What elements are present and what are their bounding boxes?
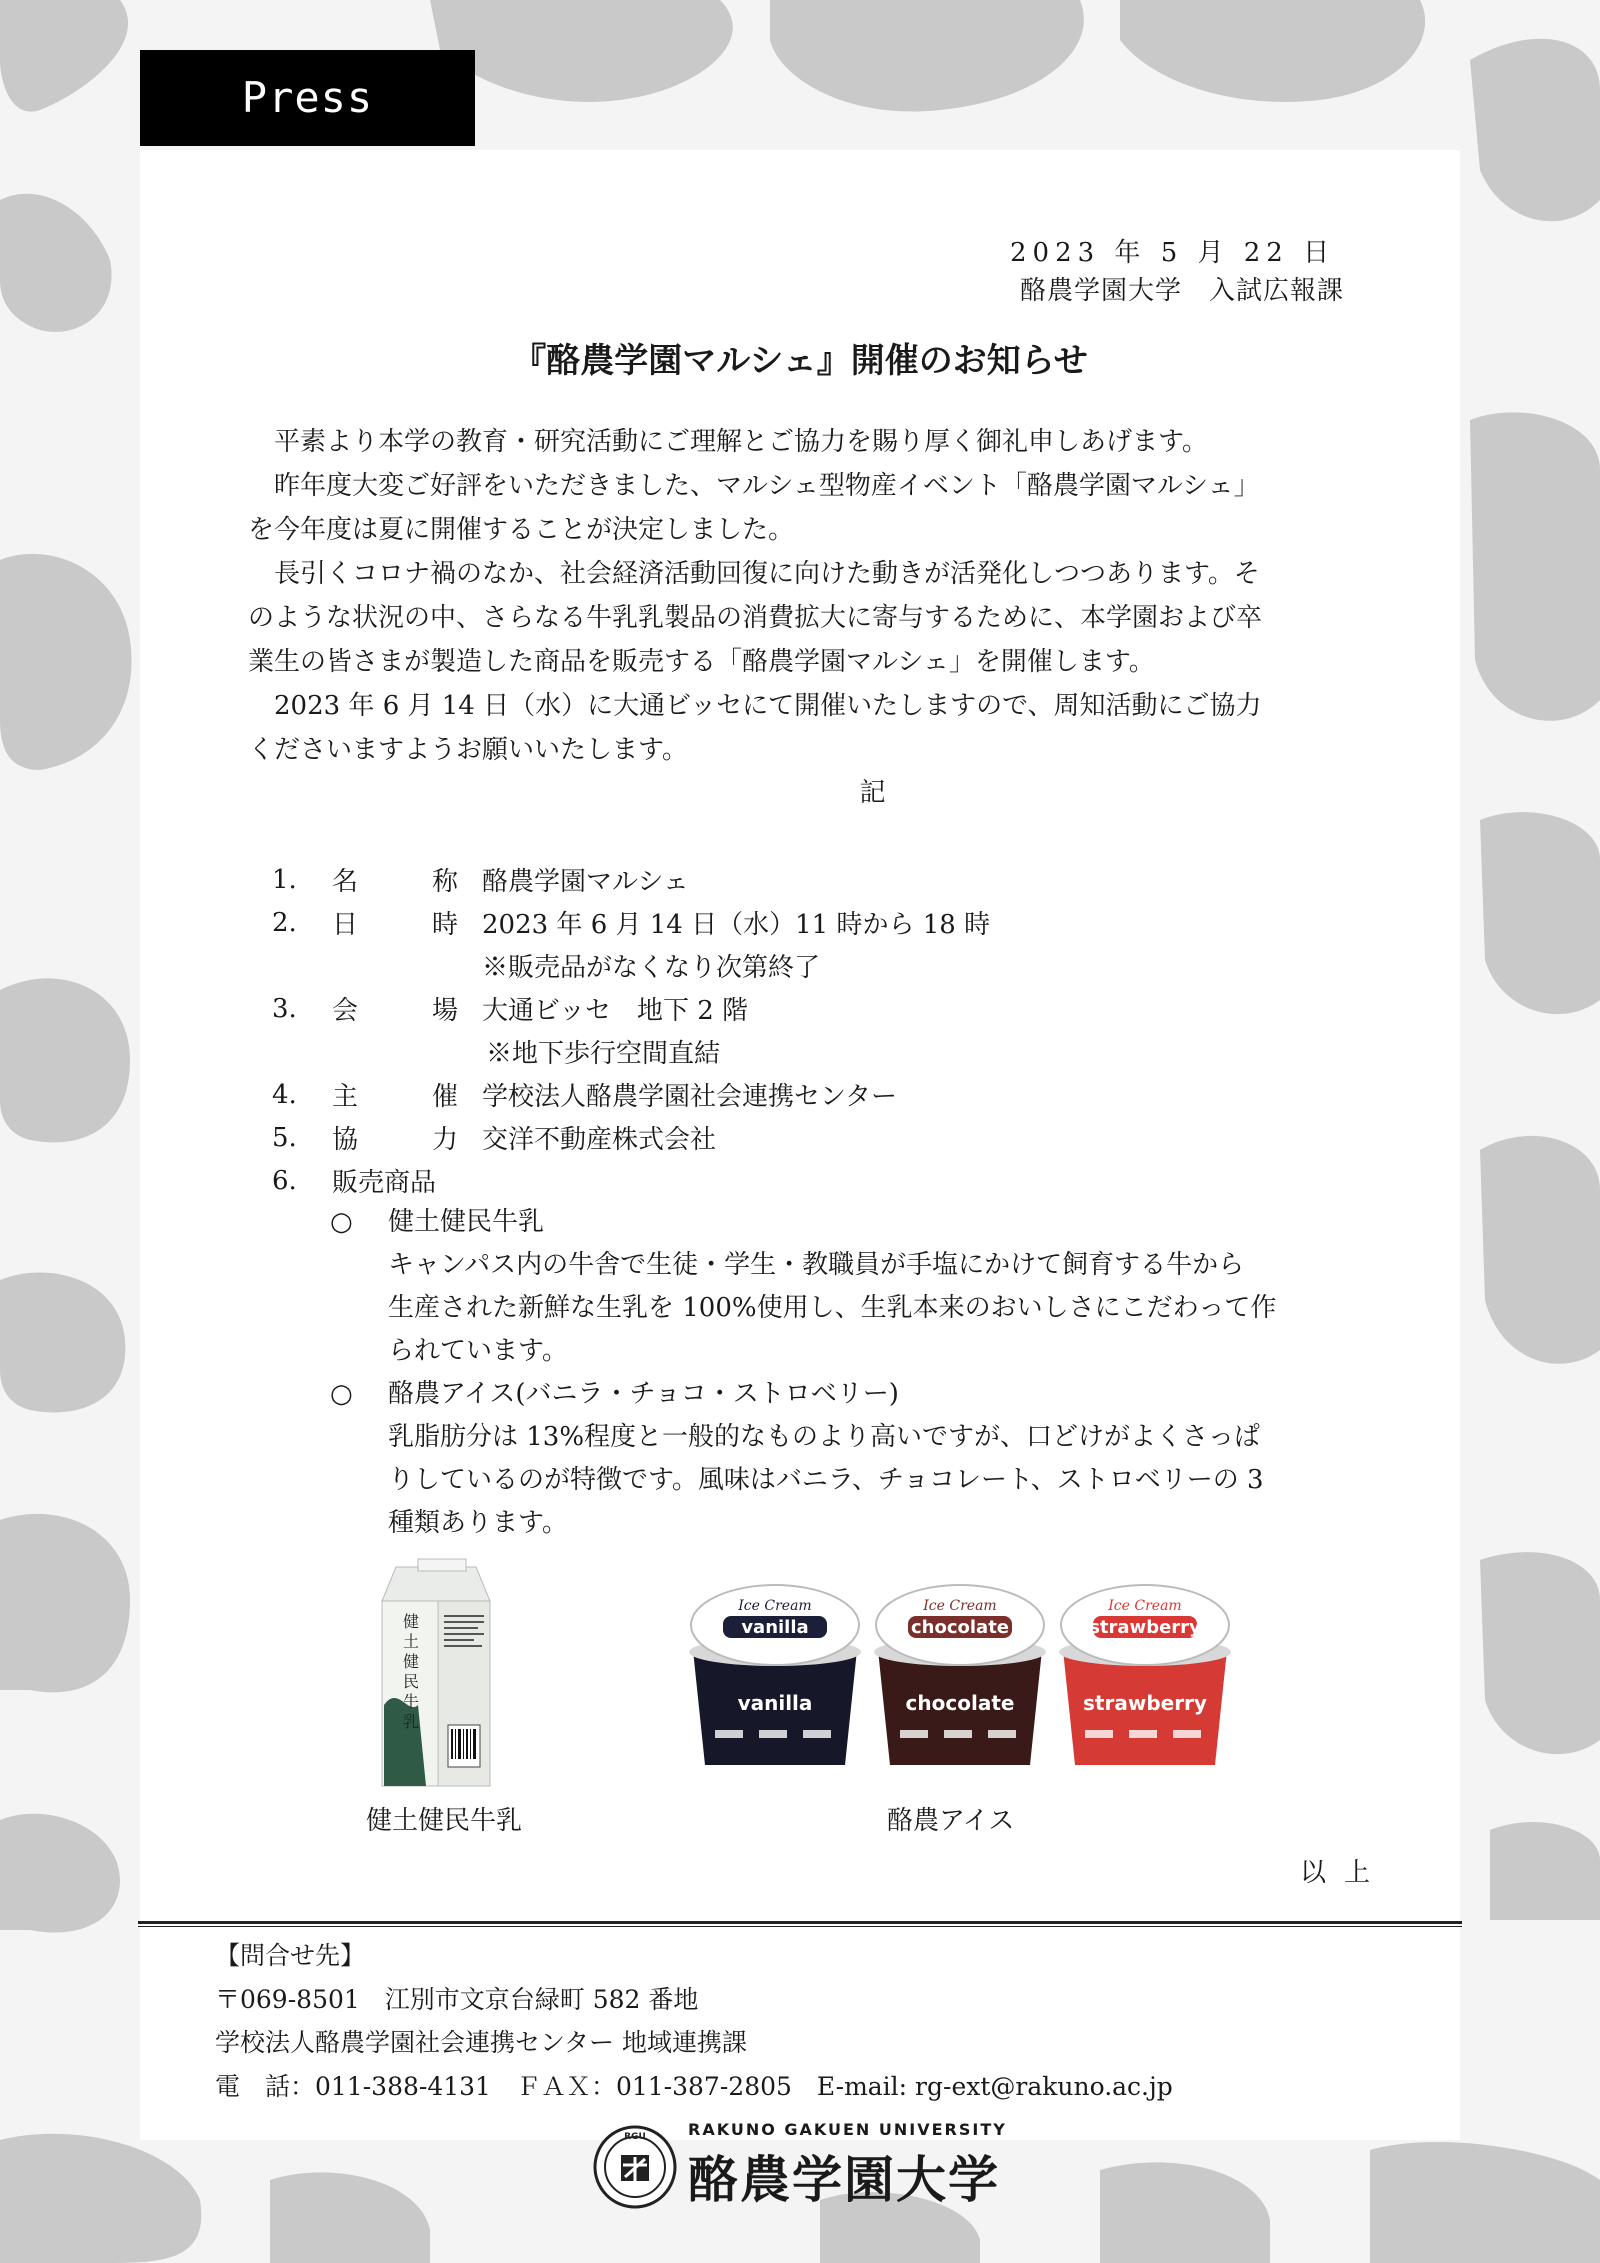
svg-text:strawberry: strawberry <box>1083 1691 1207 1715</box>
contact-organization: 学校法人酪農学園社会連携センター 地域連携課 <box>215 2028 747 2057</box>
event-details-list <box>272 858 990 1202</box>
svg-text:健土健民牛乳: 健土健民牛乳 <box>400 1613 420 1733</box>
document-title: 『酪農学園マルシェ』開催のお知らせ <box>512 341 1088 381</box>
product-description-line: られています。 <box>388 1336 568 1366</box>
paragraph-line: 長引くコロナ禍のなか、社会経済活動回復に向けた動きが活発化しつつあります。そ <box>274 559 1260 589</box>
item-value: 2023 年 6 月 14 日（水）11 時から 18 時 <box>482 910 991 940</box>
svg-text:chocolate: chocolate <box>905 1691 1015 1715</box>
contact-phone-fax-email: 電 話：011-388-4131 ＦＡＸ：011-387-2805 E-mail: rg-ext@rakuno.ac.jp <box>215 2072 1173 2101</box>
ice-cream-cup-strawberry <box>1059 1585 1231 1765</box>
press-release-tag: Press Release <box>140 50 475 146</box>
product-description-line: りしているのが特徴です。風味はバニラ、チョコレート、ストロベリーの 3 <box>388 1465 1264 1495</box>
product-description-line: キャンパス内の牛舎で生徒・学生・教職員が手塩にかけて飼育する牛から <box>388 1250 1245 1280</box>
ki-marker: 記 <box>859 778 886 808</box>
svg-text:vanilla: vanilla <box>737 1691 813 1715</box>
divider-line <box>138 1921 1462 1924</box>
paragraph-line: 平素より本学の教育・研究活動にご理解とご協力を賜り厚く御礼申しあげます。 <box>274 427 1208 457</box>
item-label: 会 場 <box>332 996 458 1026</box>
product-milk <box>330 1201 1410 1373</box>
detail-item-venue <box>272 987 990 1030</box>
svg-text:strawberry: strawberry <box>1089 1617 1201 1638</box>
product-description-line: 生産された新鮮な生乳を 100%使用し、生乳本来のおいしさにこだわって作 <box>388 1293 1277 1323</box>
bullet-circle: ○ <box>330 1207 353 1237</box>
detail-item-cooperation <box>272 1116 990 1159</box>
paragraph-line: 昨年度大変ご好評をいただきました、マルシェ型物産イベント「酪農学園マルシェ」 <box>274 471 1260 501</box>
detail-item-products <box>272 1159 990 1202</box>
svg-text:vanilla: vanilla <box>741 1617 809 1638</box>
svg-text:chocolate: chocolate <box>910 1617 1010 1638</box>
paragraph-line: くださいますようお願いいたします。 <box>248 735 688 765</box>
item-number: 2. <box>272 907 297 938</box>
product-name: 健土健民牛乳 <box>388 1207 545 1237</box>
ice-cream-caption: 酪農アイス <box>887 1806 1015 1836</box>
product-description-line: 種類あります。 <box>388 1508 568 1538</box>
university-name-english: RAKUNO GAKUEN UNIVERSITY <box>688 2120 1007 2139</box>
item-number: 5. <box>272 1122 297 1153</box>
item-label: 協 力 <box>332 1125 458 1155</box>
svg-text:Ice Cream: Ice Cream <box>923 1598 997 1614</box>
paragraph-line: のような状況の中、さらなる牛乳乳製品の消費拡大に寄与するために、本学園および卒 <box>248 603 1263 633</box>
product-description-line: 乳脂肪分は 13%程度と一般的なものより高いですが、口どけがよくさっぱ <box>388 1422 1261 1452</box>
closing-ijou: 以上 <box>1300 1858 1389 1888</box>
ice-cream-cups-image <box>680 1580 1240 1775</box>
svg-text:Ice Cream: Ice Cream <box>738 1598 812 1614</box>
detail-item-name <box>272 858 990 901</box>
product-name: 酪農アイス(バニラ・チョコ・ストロベリー) <box>388 1379 899 1409</box>
ice-cream-cup-vanilla <box>689 1585 861 1765</box>
item-number: 3. <box>272 993 297 1024</box>
milk-caption: 健土健民牛乳 <box>366 1806 523 1836</box>
detail-item-organizer <box>272 1073 990 1116</box>
detail-item-datetime <box>272 901 990 944</box>
item-number: 4. <box>272 1079 297 1110</box>
contact-address: 〒069-8501 江別市文京台緑町 582 番地 <box>215 1985 699 2014</box>
university-name-japanese: 酪農学園大学 <box>688 2151 1000 2209</box>
svg-text:Ice Cream: Ice Cream <box>1108 1598 1182 1614</box>
product-ice-cream <box>330 1373 1410 1545</box>
contact-heading: 【問合せ先】 <box>215 1941 366 1970</box>
item-number: 6. <box>272 1165 297 1196</box>
university-emblem-icon <box>593 2125 677 2209</box>
paragraph-line: を今年度は夏に開催することが決定しました。 <box>248 515 795 545</box>
item-note: ※販売品がなくなり次第終了 <box>482 953 821 983</box>
paragraph-line: 業生の皆さまが製造した商品を販売する「酪農学園マルシェ」を開催します。 <box>248 647 1155 677</box>
divider-line <box>138 1926 1462 1927</box>
issuing-department: 酪農学園大学 入試広報課 <box>1020 276 1345 306</box>
ice-cream-cup-chocolate <box>874 1585 1046 1765</box>
item-number: 1. <box>272 864 297 895</box>
paragraph-line: 2023 年 6 月 14 日（水）に大通ビッセにて開催いたしますので、周知活動にご協力 <box>274 691 1262 721</box>
bullet-circle: ○ <box>330 1379 353 1409</box>
milk-carton-image <box>378 1555 494 1790</box>
svg-text:RGU: RGU <box>624 2132 646 2142</box>
item-label: 主 催 <box>332 1082 458 1112</box>
item-note: ※地下歩行空間直結 <box>486 1039 721 1069</box>
item-value: 学校法人酪農学園社会連携センター <box>482 1082 897 1112</box>
item-label: 販売商品 <box>332 1168 437 1198</box>
item-value: 交洋不動産株式会社 <box>482 1125 717 1155</box>
release-date: 2023 年 5 月 22 日 <box>1010 238 1336 268</box>
item-label: 日 時 <box>332 910 458 940</box>
item-label: 名 称 <box>332 867 458 897</box>
item-value: 大通ビッセ 地下 2 階 <box>482 996 749 1026</box>
item-value: 酪農学園マルシェ <box>482 867 689 897</box>
body-paragraph <box>248 420 1388 772</box>
